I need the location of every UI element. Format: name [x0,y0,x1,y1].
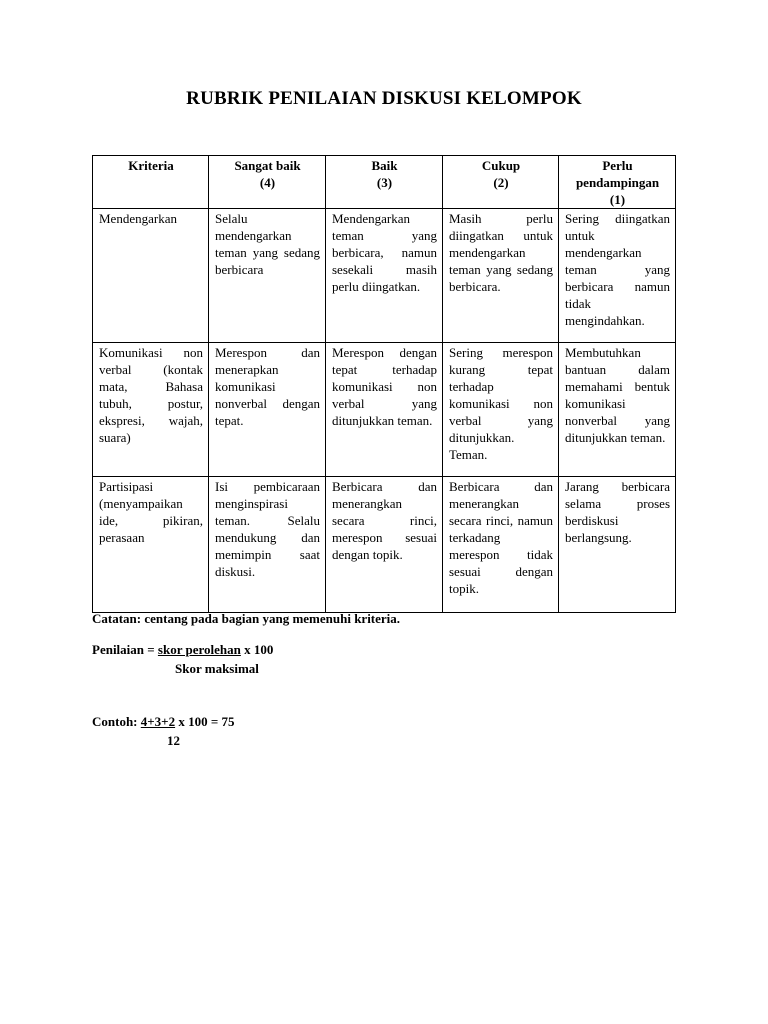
header-sangat-baik: Sangat baik (4) [209,156,326,209]
table-cell: Masih perlu diingatkan untuk mendengarkan teman yang sedang berbicara. [443,209,559,343]
table-cell: Selalu mendengarkan teman yang sedang berbicara [209,209,326,343]
rubric-table [92,155,676,613]
example-suffix: x 100 = 75 [175,714,235,729]
note-text: Catatan: centang pada bagian yang memenuhi kriteria. [92,611,401,626]
table-cell: Berbicara dan menerangkan secara rinci, merespon sesuai dengan topik. [326,477,443,613]
formula-denominator: Skor maksimal [175,661,259,676]
table-cell: Jarang berbicara selama proses berdiskusi berlangsung. [559,477,676,613]
criteria-cell: Mendengarkan [93,209,209,343]
table-row [93,209,676,343]
table-cell: Membutuhkan bantuan dalam memahami bentuk komunikasi nonverbal yang ditunjukkan teman. [559,343,676,477]
table-cell: Merespon dan menerapkan komunikasi nonverbal dengan tepat. [209,343,326,477]
criteria-cell: Partisipasi (menyampaikan ide, pikiran, perasaan [93,477,209,613]
page-title: RUBRIK PENILAIAN DISKUSI KELOMPOK [186,88,582,109]
criteria-cell: Komunikasi non verbal (kontak mata, Bahasa tubuh, postur, ekspresi, wajah, suara) [93,343,209,477]
table-cell: Berbicara dan menerangkan secara rinci, namun terkadang merespon tidak sesuai dengan topik. [443,477,559,613]
table-header-row [93,156,676,209]
header-perlu-pendampingan: Perlu pendampingan (1) [559,156,676,209]
example-numerator: 4+3+2 [140,714,176,729]
table-cell: Sering diingatkan untuk mendengarkan teman yang berbicara namun tidak mengindahkan. [559,209,676,343]
formula-numerator: skor perolehan [157,642,241,657]
table-cell: Merespon dengan tepat terhadap komunikasi non verbal yang ditunjukkan teman. [326,343,443,477]
header-baik: Baik (3) [326,156,443,209]
example-prefix: Contoh: [92,714,141,729]
example-denominator: 12 [167,733,180,748]
scoring-formula [92,640,273,678]
table-cell: Sering merespon kurang tepat terhadap komunikasi non verbal yang ditunjukkan. Teman. [443,343,559,477]
formula-prefix: Penilaian = [92,642,158,657]
table-cell: Mendengarkan teman yang berbicara, namun sesekali masih perlu diingatkan. [326,209,443,343]
header-cukup: Cukup (2) [443,156,559,209]
formula-suffix: x 100 [240,642,274,657]
table-row [93,477,676,613]
table-row [93,343,676,477]
scoring-example [92,712,235,750]
table-cell: Isi pembicaraan menginspirasi teman. Selalu mendukung dan memimpin saat diskusi. [209,477,326,613]
header-kriteria: Kriteria [93,156,209,209]
